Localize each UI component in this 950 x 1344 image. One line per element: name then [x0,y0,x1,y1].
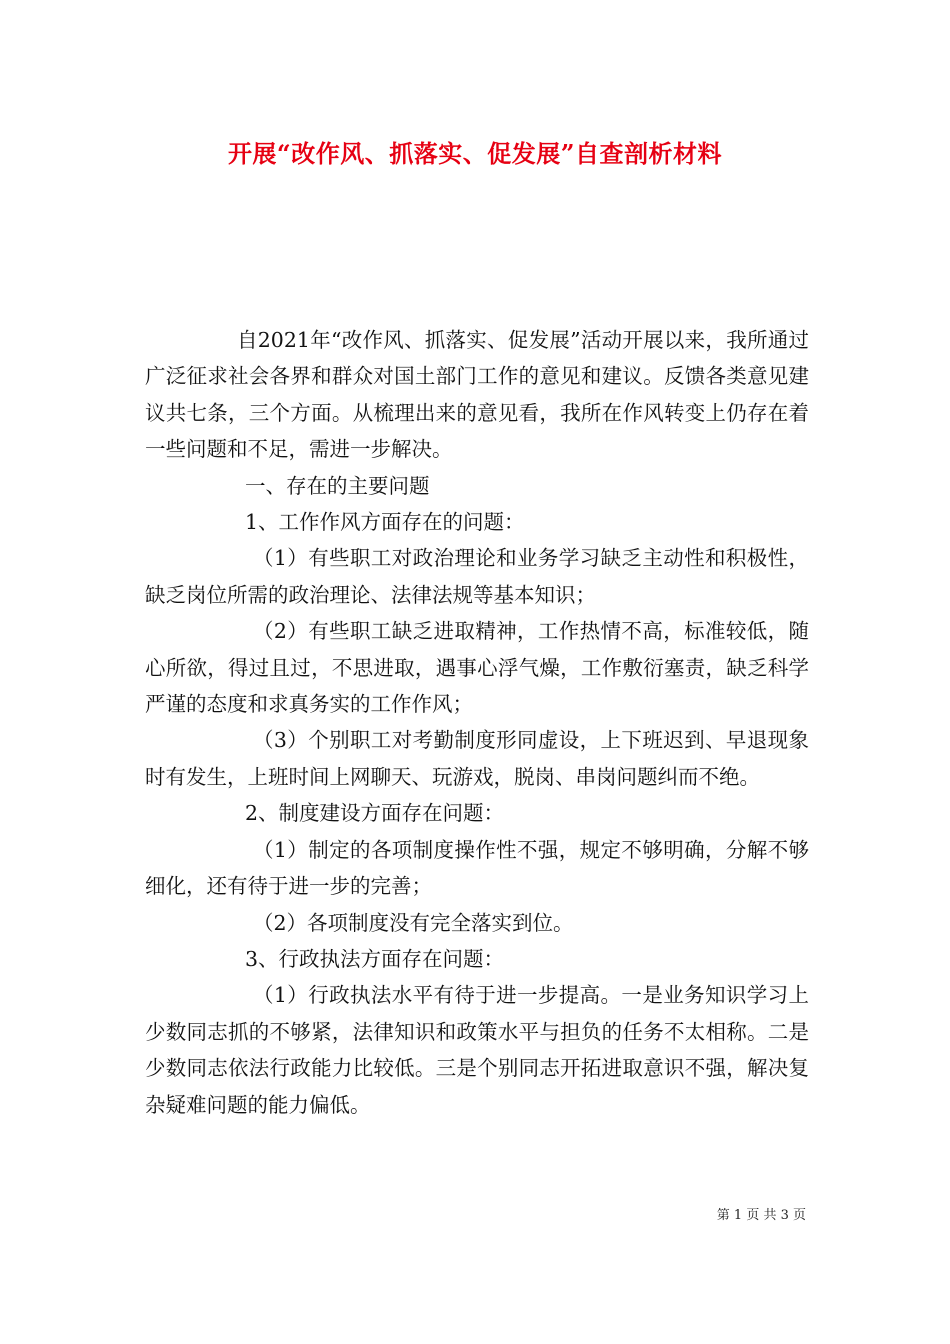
list-item: （1）行政执法水平有待于进一步提高。一是业务知识学习上少数同志抓的不够紧，法律知识和政策水平与担负的任务不太相称。二是少数同志依法行政能力比较低。三是个别同志开拓进取意识不强，解决复杂疑难问题的能力偏低。 [145,983,809,1117]
document-body [145,322,809,1123]
intro-paragraph: 自2021年“改作风、抓落实、促发展”活动开展以来，我所通过广泛征求社会各界和群众对国土部门工作的意见和建议。反馈各类意见建议共七条，三个方面。从梳理出来的意见看，我所在作风转变上仍存在着一些问题和不足，需进一步解决。 [145,328,809,462]
list-item: （1）制定的各项制度操作性不强，规定不够明确，分解不够细化，还有待于进一步的完善； [145,837,809,899]
list-item: （2）各项制度没有完全落实到位。 [253,910,574,935]
list-item: （1）有些职工对政治理论和业务学习缺乏主动性和积极性，缺乏岗位所需的政治理论、法律法规等基本知识； [145,546,809,607]
document-title: 开展“改作风、抓落实、促发展”自查剖析材料 [227,139,723,168]
subheading-law-enforcement: 3、行政执法方面存在问题： [245,946,505,971]
subheading-system-building: 2、制度建设方面存在问题： [245,801,505,826]
page-number-footer: 第 1 页 共 3 页 [716,1208,806,1223]
list-item: （3）个别职工对考勤制度形同虚设，上下班迟到、早退现象时有发生，上班时间上网聊天、玩游戏，脱岗、串岗问题纠而不绝。 [145,728,809,789]
list-item: （2）有些职工缺乏进取精神，工作热情不高，标准较低，随心所欲，得过且过，不思进取，遇事心浮气燥，工作敷衍塞责，缺乏科学严谨的态度和求真务实的工作作风； [145,619,809,717]
section-heading-1: 一、存在的主要问题 [245,473,430,498]
subheading-work-style: 1、工作作风方面存在的问题： [245,510,525,535]
